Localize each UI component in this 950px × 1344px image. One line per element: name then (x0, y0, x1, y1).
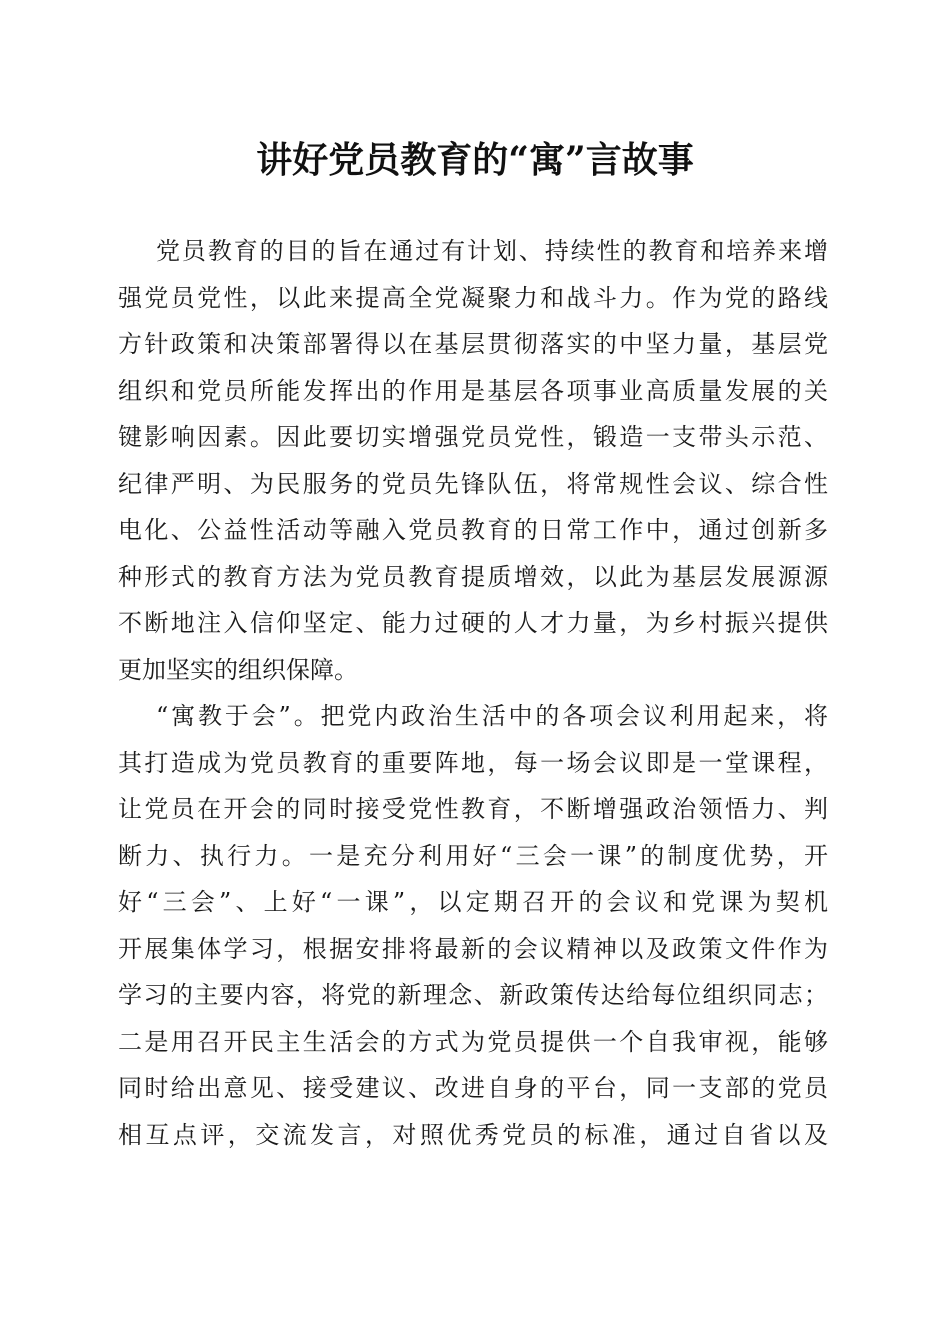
text-line: 相互点评，交流发言，对照优秀党员的标准，通过自省以及 (118, 1120, 828, 1149)
text-line: 好“三会”、上好“一课”，以定期召开的会议和党课为契机 (118, 888, 828, 916)
document-title: 讲好党员教育的“寓”言故事 (256, 139, 694, 181)
paragraph-1 (118, 228, 828, 693)
paragraph-2 (118, 693, 828, 1158)
text-line: 更加坚实的组织保障。 (118, 655, 358, 684)
text-line: 让党员在开会的同时接受党性教育，不断增强政治领悟力、判 (118, 795, 828, 823)
text-line: 党员教育的目的旨在通过有计划、持续性的教育和培养来增 (156, 237, 828, 265)
text-line: 组织和党员所能发挥出的作用是基层各项事业高质量发展的关 (118, 376, 828, 405)
text-line: 学习的主要内容，将党的新理念、新政策传达给每位组织同志； (118, 981, 828, 1009)
text-line: 方针政策和决策部署得以在基层贯彻落实的中坚力量，基层党 (118, 330, 828, 358)
text-line: “寓教于会”。把党内政治生活中的各项会议利用起来，将 (156, 702, 828, 730)
text-line: 同时给出意见、接受建议、改进自身的平台，同一支部的党员 (118, 1074, 828, 1102)
text-line: 二是用召开民主生活会的方式为党员提供一个自我审视，能够 (118, 1027, 828, 1056)
text-line: 强党员党性，以此来提高全党凝聚力和战斗力。作为党的路线 (118, 283, 828, 312)
text-line: 不断地注入信仰坚定、能力过硬的人才力量，为乡村振兴提供 (118, 609, 828, 637)
text-line: 种形式的教育方法为党员教育提质增效，以此为基层发展源源 (118, 562, 828, 591)
document-body (118, 228, 828, 1158)
text-line: 其打造成为党员教育的重要阵地，每一场会议即是一堂课程， (118, 748, 828, 777)
text-line: 纪律严明、为民服务的党员先锋队伍，将常规性会议、综合性 (118, 469, 828, 498)
text-line: 断力、执行力。一是充分利用好“三会一课”的制度优势，开 (118, 841, 828, 870)
text-line: 键影响因素。因此要切实增强党员党性，锻造一支带头示范、 (118, 423, 828, 451)
text-line: 电化、公益性活动等融入党员教育的日常工作中，通过创新多 (118, 516, 828, 544)
text-line: 开展集体学习，根据安排将最新的会议精神以及政策文件作为 (118, 934, 828, 963)
